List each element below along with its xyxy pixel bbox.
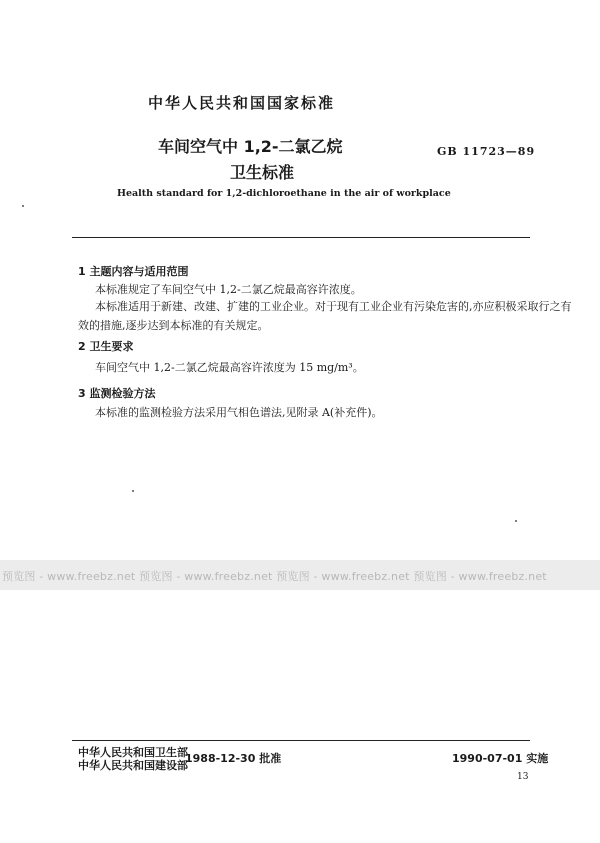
section-paragraph: 效的措施,逐步达到本标准的有关规定。 bbox=[78, 319, 269, 332]
section-paragraph: 本标准的监测检验方法采用气相色谱法,见附录 A(补充件)。 bbox=[95, 406, 383, 419]
watermark-text: 预览图 - www.freebz.net 预览图 - www.freebz.net 预览图 - www.freebz.net 预览图 - www.freebz.net bbox=[2, 570, 547, 583]
approver-ministry-construction: 中华人民共和国建设部 bbox=[78, 759, 188, 772]
section-heading-monitoring-methods: 3 监测检验方法 bbox=[78, 387, 156, 400]
scan-speck bbox=[22, 205, 24, 207]
implementation-date: 1990-07-01 实施 bbox=[452, 752, 549, 765]
standard-code: GB 11723—89 bbox=[437, 145, 536, 158]
document-title-line2: 卫生标准 bbox=[230, 163, 295, 182]
scan-speck bbox=[132, 490, 134, 492]
approval-date: 1988-12-30 批准 bbox=[185, 752, 282, 765]
section-paragraph: 本标准适用于新建、改建、扩建的工业企业。对于现有工业企业有污染危害的,亦应积极采取行之有 bbox=[95, 300, 572, 313]
section-paragraph: 本标准规定了车间空气中 1,2-二氯乙烷最高容许浓度。 bbox=[95, 283, 362, 296]
document-title-line1: 车间空气中 1,2-二氯乙烷 bbox=[158, 137, 343, 156]
english-title: Health standard for 1,2-dichloroethane in the air of workplace bbox=[117, 188, 451, 199]
page-number: 13 bbox=[517, 772, 529, 782]
section-heading-health-requirements: 2 卫生要求 bbox=[78, 340, 134, 353]
national-standard-title: 中华人民共和国国家标准 bbox=[148, 94, 336, 112]
section-paragraph: 车间空气中 1,2-二氯乙烷最高容许浓度为 15 mg/m³。 bbox=[95, 361, 364, 374]
header-divider bbox=[72, 237, 530, 238]
footer-divider bbox=[72, 740, 530, 741]
scan-speck bbox=[515, 520, 517, 522]
approver-ministry-health: 中华人民共和国卫生部 bbox=[78, 746, 188, 759]
section-heading-scope: 1 主题内容与适用范围 bbox=[78, 265, 189, 278]
